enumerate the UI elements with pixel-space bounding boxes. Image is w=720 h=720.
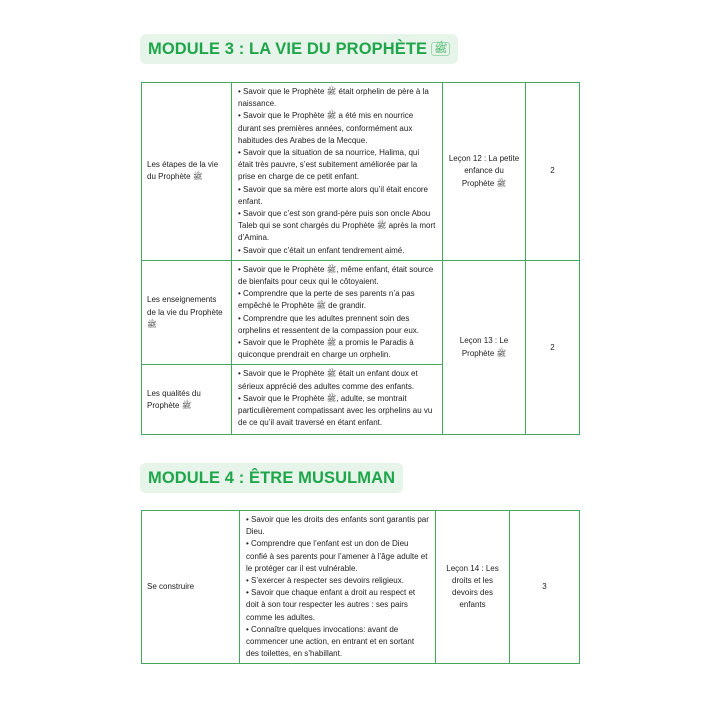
table-row [142,511,580,664]
sessions-cell [526,260,580,435]
domain-text: Les qualités du Prophète ﷺ [147,388,201,410]
objective-item: • Savoir que chaque enfant a droit au respect et doit à son tour respecter les autres : ses pairs comme les adultes. [246,588,416,622]
table-row [142,83,580,261]
objectives-cell [232,83,443,261]
sessions-text: 3 [542,582,547,592]
domain-cell [142,260,232,365]
objective-item: • Comprendre que la perte de ses parents n’a pas empêché le Prophète ﷺ de grandir. [238,289,415,311]
module-4-table [141,510,580,664]
objective-item: • Savoir que le Prophète ﷺ, même enfant, était source de bienfaits pour ceux qui le côtoyaient. [238,264,434,287]
objective-item: • Savoir que les droits des enfants sont garantis par Dieu. [246,515,429,537]
salawat-seal-icon: ﷺ [431,42,450,56]
domain-text: Les étapes de la vie du Prophète ﷺ [147,160,219,182]
objective-item: • Savoir que c’était un enfant tendrement aimé. [238,245,405,255]
objective-item: • Savoir que sa mère est morte alors qu’il était encore enfant. [238,184,428,206]
module-3-title: MODULE 3 : LA VIE DU PROPHÈTE [148,39,428,58]
domain-text: Les enseignements de la vie du Prophète ﷺ [147,295,223,329]
objective-item: • Savoir que le Prophète ﷺ, adulte, se montrait particulièrement compatissant avec les orphelins au vu de ce qu’il avait traversé en étant enfant. [238,393,433,428]
module-3-table [141,82,580,435]
objective-item: • Comprendre que les adultes prennent soin des orphelins et ressentent de la compassion pour eux. [238,313,419,335]
objective-item: • Comprendre que l’enfant est un don de Dieu confié à ses parents pour l’amener à l’âge adulte et le protéger car il est vulnérable. [246,539,428,573]
lesson-cell [443,83,526,261]
objective-item: • Savoir que c’est son grand-père puis son oncle Abou Taleb qui se sont chargés du Prophète ﷺ après la mort d’Amina. [238,209,436,243]
domain-cell [142,83,232,261]
sessions-cell [526,83,580,261]
lesson-text: Leçon 12 : La petite enfance du Prophète ﷺ [448,154,520,188]
lesson-cell [443,260,526,435]
objectives-cell [232,365,443,435]
module-3-heading [140,34,458,64]
lesson-text: Leçon 13 : Le Prophète ﷺ [459,336,509,358]
objective-item: • Savoir que le Prophète ﷺ était un enfant doux et sérieux apprécié des adultes comme des enfants. [238,369,418,391]
sessions-cell [510,511,580,664]
module-4-title: MODULE 4 : ÊTRE MUSULMAN [148,468,396,487]
domain-cell [142,511,240,664]
domain-text: Se construire [147,582,195,592]
sessions-text: 2 [550,166,555,176]
objectives-cell [240,511,436,664]
objective-item: • Savoir que le Prophète ﷺ était orphelin de père à la naissance. [238,87,429,109]
lesson-cell [436,511,510,664]
table-row [142,260,580,365]
domain-cell [142,365,232,435]
objective-item: • Connaître quelques invocations: avant de commencer une action, en entrant et en sortant des toilettes, en s’habillant. [246,624,415,659]
module-4-heading [140,463,403,493]
sessions-text: 2 [550,342,555,352]
objective-item: • Savoir que le Prophète ﷺ a promis le Paradis à quiconque prendrait en charge un orphelin. [238,338,414,360]
objective-item: • Savoir que la situation de sa nourrice, Halima, qui était très pauvre, s’est subitement améliorée par la prise en charge de ce petit enfant. [238,148,420,182]
lesson-text: Leçon 14 : Les droits et les devoirs des enfants [446,563,499,610]
objectives-cell [232,260,443,365]
objective-item: • S’exercer à respecter ses devoirs religieux. [246,576,404,586]
objective-item: • Savoir que le Prophète ﷺ a été mis en nourrice durant ses premières années, conformément aux habitudes des Arabes de la Mecque. [238,111,414,145]
